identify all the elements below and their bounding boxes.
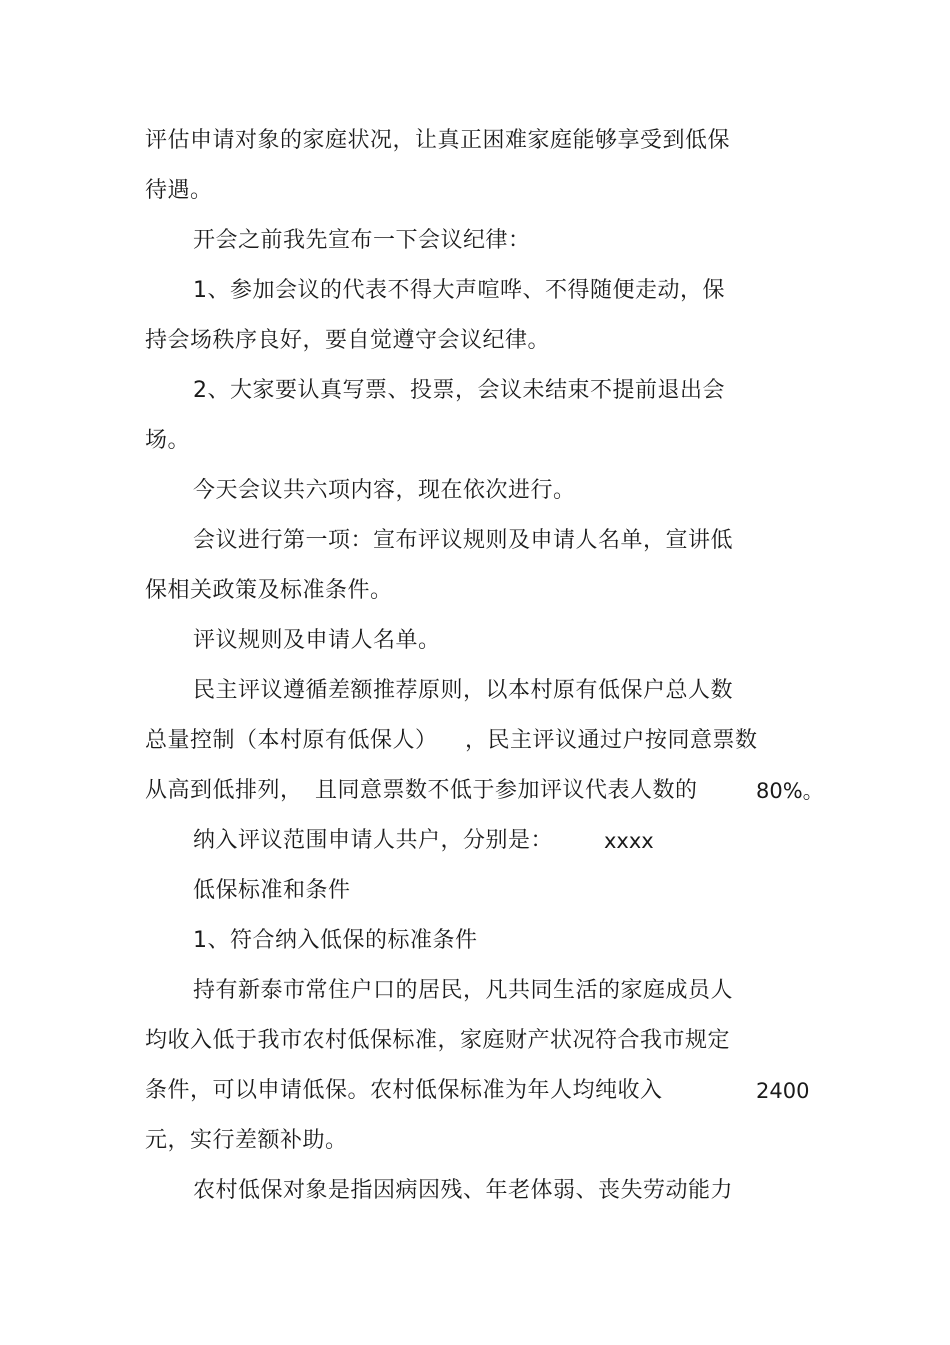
paragraph-line: 场。 [145,428,191,453]
paragraph-line: 民主评议遵循差额推荐原则，以本村原有低保户总人数 [193,678,734,703]
paragraph-line: 评议规则及申请人名单。 [193,628,441,653]
paragraph-line: 会议进行第一项：宣布评议规则及申请人名单，宣讲低 [193,528,734,553]
section-heading: 低保标准和条件 [193,878,351,903]
paragraph-line: 条件，可以申请低保。农村低保标准为年人均纯收入 [145,1078,663,1103]
paragraph-line: 且同意票数不低于参加评议代表人数的 [315,778,698,803]
paragraph-line: 评估申请对象的家庭状况，让真正困难家庭能够享受到低保 [145,128,731,153]
paragraph-line: 均收入低于我市农村低保标准，家庭财产状况符合我市规定 [145,1028,731,1053]
paragraph-line: 持会场秩序良好，要自觉遵守会议纪律。 [145,328,551,353]
paragraph-line: 持有新泰市常住户口的居民，凡共同生活的家庭成员人 [193,978,734,1003]
paragraph-line: 开会之前我先宣布一下会议纪律： [193,228,531,253]
percentage-value: 80%。 [756,779,824,803]
paragraph-line: 元，实行差额补助。 [145,1128,348,1153]
paragraph-line: 纳入评议范围申请人共户，分别是： [193,828,554,853]
applicant-names: xxxx [604,829,654,853]
paragraph-line: 保相关政策及标准条件。 [145,578,393,603]
paragraph-line: 1、参加会议的代表不得大声喧哗、不得随便走动，保 [193,278,725,303]
subsection-heading: 1、符合纳入低保的标准条件 [193,928,478,953]
paragraph-line: 2、大家要认真写票、投票，会议未结束不提前退出会 [193,378,725,403]
paragraph-line: 从高到低排列， [145,778,303,803]
paragraph-line: 总量控制（本村原有低保人） [145,728,438,753]
paragraph-line: 农村低保对象是指因病因残、年老体弱、丧失劳动能力 [193,1178,734,1203]
paragraph-line: ，民主评议通过户按同意票数 [465,728,758,753]
paragraph-line: 待遇。 [145,178,213,203]
income-standard-value: 2400 [756,1079,810,1103]
paragraph-line: 今天会议共六项内容，现在依次进行。 [193,478,576,503]
